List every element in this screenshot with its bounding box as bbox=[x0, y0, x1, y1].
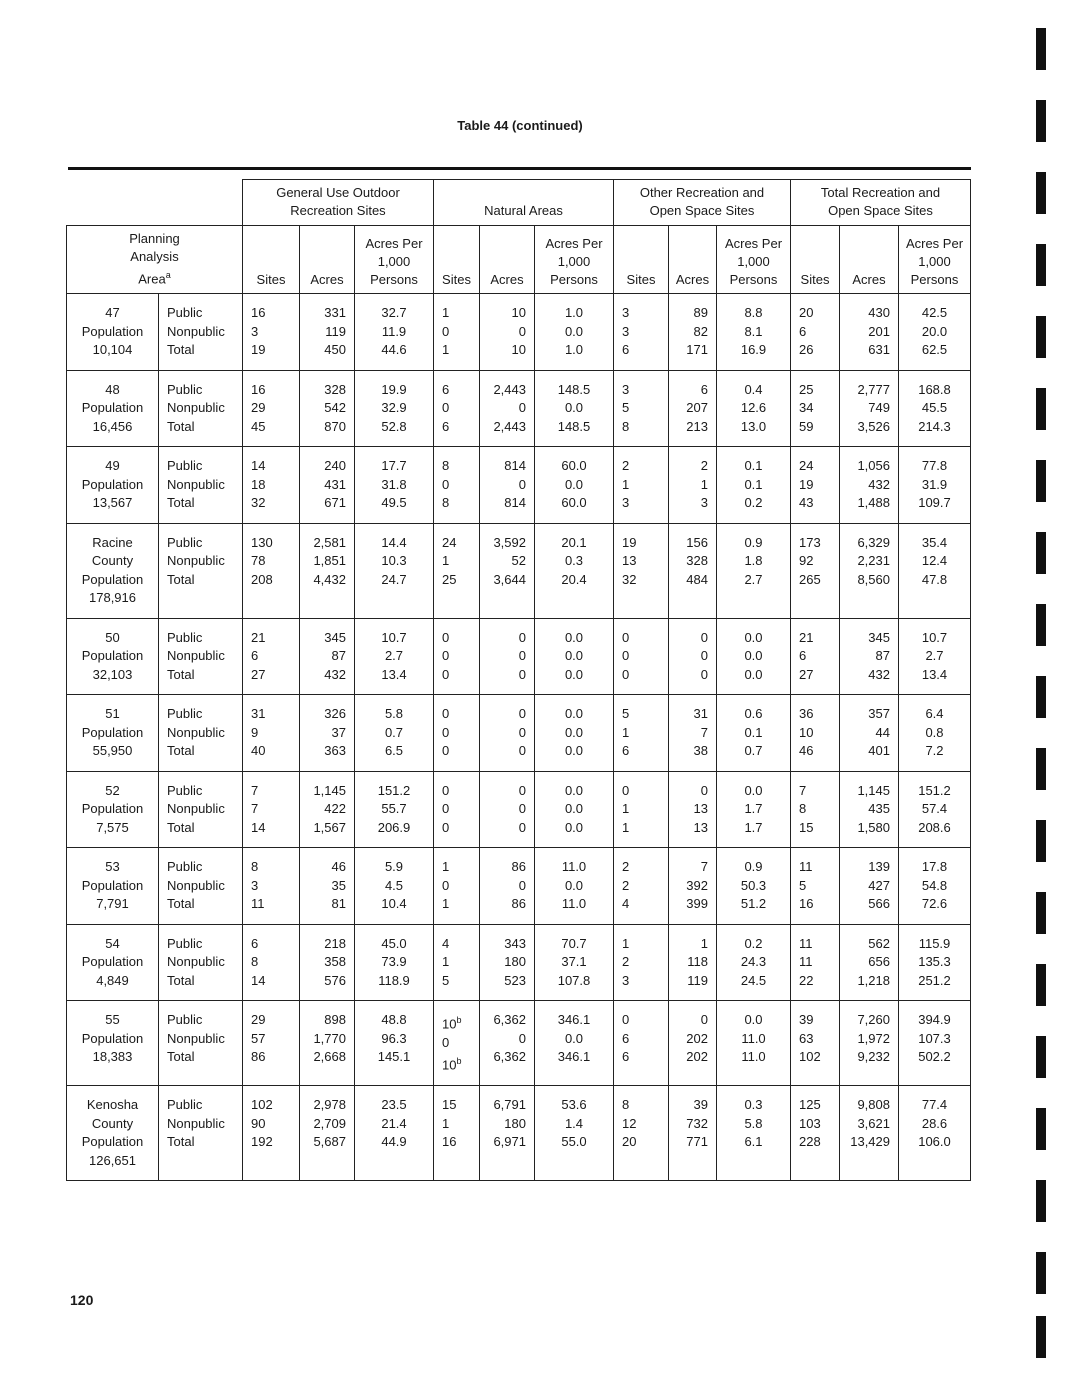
tot-sites-cell: 36 10 46 bbox=[791, 695, 840, 772]
nat-sites-cell: 1 0 1 bbox=[434, 294, 480, 371]
oth-acres-cell: 31 7 38 bbox=[669, 695, 717, 772]
oth-sites-header: Sites bbox=[614, 226, 669, 294]
tot-sites-cell: 21 6 27 bbox=[791, 618, 840, 695]
tot-acres-cell: 9,808 3,621 13,429 bbox=[840, 1086, 899, 1181]
planning-area-cell: 54 Population 4,849 bbox=[67, 924, 159, 1001]
oth-acres-cell: 2 1 3 bbox=[669, 447, 717, 524]
nat-per-cell: 1.0 0.0 1.0 bbox=[535, 294, 614, 371]
gen-acres-per-1000-header: Acres Per 1,000 Persons bbox=[355, 226, 434, 294]
oth-acres-cell: 0 13 13 bbox=[669, 771, 717, 848]
tot-sites-cell: 24 19 43 bbox=[791, 447, 840, 524]
nat-sites-cell: 0 0 0 bbox=[434, 695, 480, 772]
gen-acres-cell: 1,145 422 1,567 bbox=[300, 771, 355, 848]
oth-per-cell: 0.6 0.1 0.7 bbox=[717, 695, 791, 772]
planning-area-cell: 47 Population 10,104 bbox=[67, 294, 159, 371]
nat-acres-header: Acres bbox=[480, 226, 535, 294]
tot-per-cell: 35.4 12.4 47.8 bbox=[899, 523, 971, 618]
ownership-type-cell: Public Nonpublic Total bbox=[159, 924, 243, 1001]
nat-per-cell: 11.0 0.0 11.0 bbox=[535, 848, 614, 925]
oth-sites-cell: 2 2 4 bbox=[614, 848, 669, 925]
oth-per-cell: 8.8 8.1 16.9 bbox=[717, 294, 791, 371]
oth-sites-cell: 2 1 3 bbox=[614, 447, 669, 524]
oth-per-cell: 0.0 11.0 11.0 bbox=[717, 1001, 791, 1086]
gen-acres-cell: 46 35 81 bbox=[300, 848, 355, 925]
oth-per-cell: 0.9 1.8 2.7 bbox=[717, 523, 791, 618]
tot-sites-cell: 25 34 59 bbox=[791, 370, 840, 447]
tot-sites-cell: 20 6 26 bbox=[791, 294, 840, 371]
tot-acres-header: Acres bbox=[840, 226, 899, 294]
tot-acres-cell: 430 201 631 bbox=[840, 294, 899, 371]
nat-acres-cell: 814 0 814 bbox=[480, 447, 535, 524]
tot-per-cell: 77.4 28.6 106.0 bbox=[899, 1086, 971, 1181]
gen-sites-cell: 130 78 208 bbox=[243, 523, 300, 618]
gen-acres-header: Acres bbox=[300, 226, 355, 294]
tot-acres-cell: 1,056 432 1,488 bbox=[840, 447, 899, 524]
tot-per-cell: 115.9 135.3 251.2 bbox=[899, 924, 971, 1001]
nat-acres-cell: 6,362 0 6,362 bbox=[480, 1001, 535, 1086]
oth-acres-cell: 89 82 171 bbox=[669, 294, 717, 371]
binding-mark bbox=[1036, 172, 1046, 214]
gen-acres-cell: 331 119 450 bbox=[300, 294, 355, 371]
recreation-table bbox=[66, 179, 971, 1181]
binding-mark bbox=[1036, 28, 1046, 70]
nat-per-cell: 20.1 0.3 20.4 bbox=[535, 523, 614, 618]
nat-acres-cell: 86 0 86 bbox=[480, 848, 535, 925]
oth-acres-cell: 39 732 771 bbox=[669, 1086, 717, 1181]
gen-acres-cell: 2,978 2,709 5,687 bbox=[300, 1086, 355, 1181]
binding-mark bbox=[1036, 1316, 1046, 1358]
planning-area-cell: 52 Population 7,575 bbox=[67, 771, 159, 848]
binding-mark bbox=[1036, 892, 1046, 934]
binding-mark bbox=[1036, 1252, 1046, 1294]
gen-sites-cell: 102 90 192 bbox=[243, 1086, 300, 1181]
tot-acres-cell: 357 44 401 bbox=[840, 695, 899, 772]
tot-sites-cell: 11 11 22 bbox=[791, 924, 840, 1001]
oth-acres-header: Acres bbox=[669, 226, 717, 294]
gen-acres-cell: 326 37 363 bbox=[300, 695, 355, 772]
planning-area-cell: 51 Population 55,950 bbox=[67, 695, 159, 772]
gen-per-cell: 45.0 73.9 118.9 bbox=[355, 924, 434, 1001]
oth-sites-cell: 19 13 32 bbox=[614, 523, 669, 618]
tot-per-cell: 77.8 31.9 109.7 bbox=[899, 447, 971, 524]
ownership-type-cell: Public Nonpublic Total bbox=[159, 523, 243, 618]
group-header-natural: Natural Areas bbox=[434, 180, 614, 226]
oth-sites-cell: 3 3 6 bbox=[614, 294, 669, 371]
nat-acres-cell: 3,592 52 3,644 bbox=[480, 523, 535, 618]
nat-sites-cell: 8 0 8 bbox=[434, 447, 480, 524]
nat-sites-cell: 24 1 25 bbox=[434, 523, 480, 618]
tot-sites-cell: 11 5 16 bbox=[791, 848, 840, 925]
table-row bbox=[67, 924, 971, 1001]
oth-per-cell: 0.9 50.3 51.2 bbox=[717, 848, 791, 925]
nat-per-cell: 53.6 1.4 55.0 bbox=[535, 1086, 614, 1181]
gen-per-cell: 19.9 32.9 52.8 bbox=[355, 370, 434, 447]
nat-acres-cell: 2,443 0 2,443 bbox=[480, 370, 535, 447]
ownership-type-cell: Public Nonpublic Total bbox=[159, 771, 243, 848]
ownership-type-cell: Public Nonpublic Total bbox=[159, 618, 243, 695]
oth-per-cell: 0.1 0.1 0.2 bbox=[717, 447, 791, 524]
ownership-type-cell: Public Nonpublic Total bbox=[159, 447, 243, 524]
binding-mark bbox=[1036, 820, 1046, 862]
gen-per-cell: 5.8 0.7 6.5 bbox=[355, 695, 434, 772]
oth-per-cell: 0.3 5.8 6.1 bbox=[717, 1086, 791, 1181]
gen-per-cell: 48.8 96.3 145.1 bbox=[355, 1001, 434, 1086]
nat-sites-cell: 6 0 6 bbox=[434, 370, 480, 447]
gen-acres-cell: 345 87 432 bbox=[300, 618, 355, 695]
oth-per-cell: 0.4 12.6 13.0 bbox=[717, 370, 791, 447]
gen-sites-cell: 7 7 14 bbox=[243, 771, 300, 848]
nat-per-cell: 0.0 0.0 0.0 bbox=[535, 695, 614, 772]
nat-sites-cell: 15 1 16 bbox=[434, 1086, 480, 1181]
binding-mark bbox=[1036, 964, 1046, 1006]
table-row bbox=[67, 848, 971, 925]
nat-sites-cell: 4 1 5 bbox=[434, 924, 480, 1001]
tot-acres-cell: 1,145 435 1,580 bbox=[840, 771, 899, 848]
oth-acres-cell: 0 0 0 bbox=[669, 618, 717, 695]
nat-sites-header: Sites bbox=[434, 226, 480, 294]
tot-sites-cell: 39 63 102 bbox=[791, 1001, 840, 1086]
gen-sites-header: Sites bbox=[243, 226, 300, 294]
table-row bbox=[67, 447, 971, 524]
nat-sites-cell: 1 0 1 bbox=[434, 848, 480, 925]
binding-mark bbox=[1036, 1108, 1046, 1150]
column-header-row bbox=[67, 226, 971, 294]
ownership-type-cell: Public Nonpublic Total bbox=[159, 1086, 243, 1181]
tot-per-cell: 168.8 45.5 214.3 bbox=[899, 370, 971, 447]
gen-per-cell: 151.2 55.7 206.9 bbox=[355, 771, 434, 848]
ownership-type-cell: Public Nonpublic Total bbox=[159, 1001, 243, 1086]
binding-mark bbox=[1036, 1180, 1046, 1222]
nat-per-cell: 0.0 0.0 0.0 bbox=[535, 618, 614, 695]
ownership-type-cell: Public Nonpublic Total bbox=[159, 848, 243, 925]
gen-acres-cell: 898 1,770 2,668 bbox=[300, 1001, 355, 1086]
oth-per-cell: 0.0 1.7 1.7 bbox=[717, 771, 791, 848]
gen-per-cell: 10.7 2.7 13.4 bbox=[355, 618, 434, 695]
tot-acres-cell: 345 87 432 bbox=[840, 618, 899, 695]
gen-sites-cell: 29 57 86 bbox=[243, 1001, 300, 1086]
binding-mark bbox=[1036, 316, 1046, 358]
table-row bbox=[67, 695, 971, 772]
gen-sites-cell: 6 8 14 bbox=[243, 924, 300, 1001]
group-header-general: General Use Outdoor Recreation Sites bbox=[243, 180, 434, 226]
planning-area-cell: 48 Population 16,456 bbox=[67, 370, 159, 447]
nat-per-cell: 0.0 0.0 0.0 bbox=[535, 771, 614, 848]
planning-area-header: Planning Analysis Area$^a$ bbox=[67, 226, 243, 294]
tot-sites-header: Sites bbox=[791, 226, 840, 294]
oth-sites-cell: 1 2 3 bbox=[614, 924, 669, 1001]
nat-acres-per-1000-header: Acres Per 1,000 Persons bbox=[535, 226, 614, 294]
planning-area-cell: 53 Population 7,791 bbox=[67, 848, 159, 925]
blank-header-cell bbox=[67, 180, 243, 226]
nat-per-cell: 148.5 0.0 148.5 bbox=[535, 370, 614, 447]
oth-per-cell: 0.0 0.0 0.0 bbox=[717, 618, 791, 695]
table-row bbox=[67, 771, 971, 848]
gen-acres-cell: 2,581 1,851 4,432 bbox=[300, 523, 355, 618]
table-row bbox=[67, 523, 971, 618]
oth-sites-cell: 5 1 6 bbox=[614, 695, 669, 772]
table-row bbox=[67, 370, 971, 447]
nat-per-cell: 346.1 0.0 346.1 bbox=[535, 1001, 614, 1086]
ownership-type-cell: Public Nonpublic Total bbox=[159, 294, 243, 371]
tot-per-cell: 10.7 2.7 13.4 bbox=[899, 618, 971, 695]
nat-acres-cell: 0 0 0 bbox=[480, 695, 535, 772]
oth-acres-cell: 6 207 213 bbox=[669, 370, 717, 447]
oth-sites-cell: 0 6 6 bbox=[614, 1001, 669, 1086]
gen-per-cell: 14.4 10.3 24.7 bbox=[355, 523, 434, 618]
group-header-row bbox=[67, 180, 971, 226]
planning-area-cell: 55 Population 18,383 bbox=[67, 1001, 159, 1086]
nat-per-cell: 60.0 0.0 60.0 bbox=[535, 447, 614, 524]
binding-mark bbox=[1036, 1036, 1046, 1078]
oth-acres-cell: 156 328 484 bbox=[669, 523, 717, 618]
tot-sites-cell: 7 8 15 bbox=[791, 771, 840, 848]
nat-sites-cell: 0 0 0 bbox=[434, 618, 480, 695]
nat-acres-cell: 0 0 0 bbox=[480, 771, 535, 848]
table-row bbox=[67, 618, 971, 695]
planning-area-cell: 50 Population 32,103 bbox=[67, 618, 159, 695]
tot-sites-cell: 173 92 265 bbox=[791, 523, 840, 618]
oth-sites-cell: 0 0 0 bbox=[614, 618, 669, 695]
oth-acres-cell: 7 392 399 bbox=[669, 848, 717, 925]
tot-acres-cell: 2,777 749 3,526 bbox=[840, 370, 899, 447]
gen-acres-cell: 328 542 870 bbox=[300, 370, 355, 447]
oth-sites-cell: 0 1 1 bbox=[614, 771, 669, 848]
top-rule bbox=[68, 167, 971, 170]
gen-per-cell: 17.7 31.8 49.5 bbox=[355, 447, 434, 524]
table-row bbox=[67, 1086, 971, 1181]
page-number: 120 bbox=[70, 1292, 94, 1308]
tot-acres-cell: 562 656 1,218 bbox=[840, 924, 899, 1001]
nat-acres-cell: 343 180 523 bbox=[480, 924, 535, 1001]
nat-per-cell: 70.7 37.1 107.8 bbox=[535, 924, 614, 1001]
gen-sites-cell: 21 6 27 bbox=[243, 618, 300, 695]
gen-acres-cell: 240 431 671 bbox=[300, 447, 355, 524]
tot-per-cell: 6.4 0.8 7.2 bbox=[899, 695, 971, 772]
gen-sites-cell: 16 29 45 bbox=[243, 370, 300, 447]
group-header-other: Other Recreation and Open Space Sites bbox=[614, 180, 791, 226]
gen-sites-cell: 16 3 19 bbox=[243, 294, 300, 371]
tot-per-cell: 394.9 107.3 502.2 bbox=[899, 1001, 971, 1086]
planning-area-cell: Racine County Population 178,916 bbox=[67, 523, 159, 618]
binding-mark bbox=[1036, 244, 1046, 286]
binding-mark bbox=[1036, 748, 1046, 790]
oth-acres-cell: 1 118 119 bbox=[669, 924, 717, 1001]
gen-per-cell: 32.7 11.9 44.6 bbox=[355, 294, 434, 371]
tot-per-cell: 17.8 54.8 72.6 bbox=[899, 848, 971, 925]
binding-mark bbox=[1036, 532, 1046, 574]
table-row bbox=[67, 294, 971, 371]
binding-mark bbox=[1036, 676, 1046, 718]
nat-acres-cell: 10 0 10 bbox=[480, 294, 535, 371]
gen-sites-cell: 31 9 40 bbox=[243, 695, 300, 772]
table-row bbox=[67, 1001, 971, 1086]
ownership-type-cell: Public Nonpublic Total bbox=[159, 695, 243, 772]
nat-acres-cell: 0 0 0 bbox=[480, 618, 535, 695]
table-title: Table 44 (continued) bbox=[457, 118, 583, 133]
oth-per-cell: 0.2 24.3 24.5 bbox=[717, 924, 791, 1001]
planning-area-cell: Kenosha County Population 126,651 bbox=[67, 1086, 159, 1181]
oth-sites-cell: 8 12 20 bbox=[614, 1086, 669, 1181]
gen-per-cell: 23.5 21.4 44.9 bbox=[355, 1086, 434, 1181]
ownership-type-cell: Public Nonpublic Total bbox=[159, 370, 243, 447]
gen-acres-cell: 218 358 576 bbox=[300, 924, 355, 1001]
tot-sites-cell: 125 103 228 bbox=[791, 1086, 840, 1181]
nat-sites-cell: 10$^b$ 0 10$^b$ bbox=[434, 1001, 480, 1086]
tot-per-cell: 42.5 20.0 62.5 bbox=[899, 294, 971, 371]
tot-per-cell: 151.2 57.4 208.6 bbox=[899, 771, 971, 848]
binding-mark bbox=[1036, 460, 1046, 502]
oth-acres-cell: 0 202 202 bbox=[669, 1001, 717, 1086]
tot-acres-cell: 6,329 2,231 8,560 bbox=[840, 523, 899, 618]
gen-sites-cell: 8 3 11 bbox=[243, 848, 300, 925]
group-header-total: Total Recreation and Open Space Sites bbox=[791, 180, 971, 226]
gen-sites-cell: 14 18 32 bbox=[243, 447, 300, 524]
gen-per-cell: 5.9 4.5 10.4 bbox=[355, 848, 434, 925]
nat-sites-cell: 0 0 0 bbox=[434, 771, 480, 848]
oth-acres-per-1000-header: Acres Per 1,000 Persons bbox=[717, 226, 791, 294]
tot-acres-cell: 139 427 566 bbox=[840, 848, 899, 925]
planning-area-cell: 49 Population 13,567 bbox=[67, 447, 159, 524]
binding-mark bbox=[1036, 100, 1046, 142]
oth-sites-cell: 3 5 8 bbox=[614, 370, 669, 447]
nat-acres-cell: 6,791 180 6,971 bbox=[480, 1086, 535, 1181]
binding-mark bbox=[1036, 604, 1046, 646]
tot-acres-cell: 7,260 1,972 9,232 bbox=[840, 1001, 899, 1086]
tot-acres-per-1000-header: Acres Per 1,000 Persons bbox=[899, 226, 971, 294]
binding-mark bbox=[1036, 388, 1046, 430]
